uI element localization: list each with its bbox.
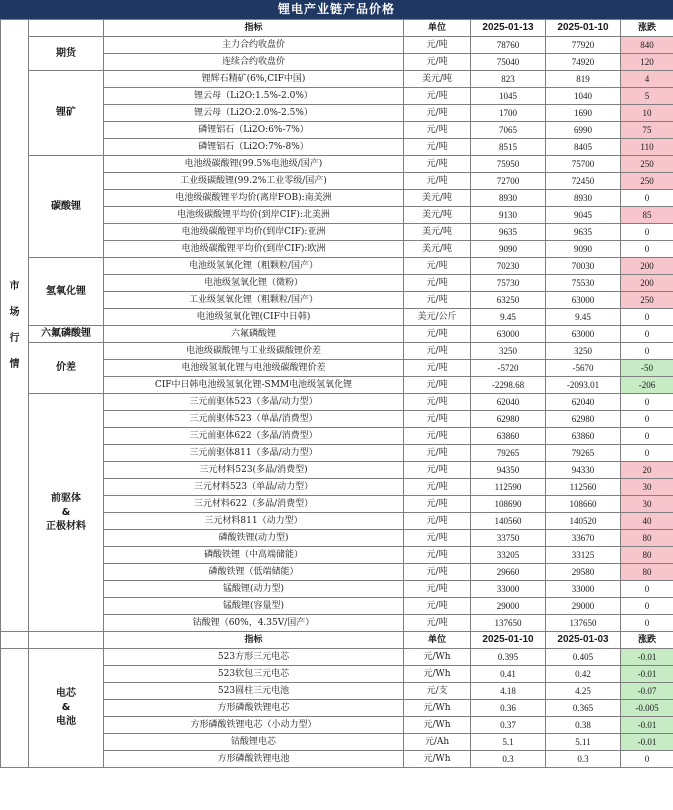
value-date2: 79265 [546,445,621,462]
item-name: 磷锂铝石（Li2O:6%-7%） [104,122,404,139]
value-date2: 8930 [546,190,621,207]
item-name: 锂辉石精矿(6%,CIF中国) [104,71,404,88]
change-cell: 0 [621,309,673,326]
item-name: 523圆柱三元电池 [104,683,404,700]
item-name: 锂云母（Li2O:2.0%-2.5%） [104,105,404,122]
change-cell: 4 [621,71,673,88]
value-date2: 63860 [546,428,621,445]
table-row [1,394,673,411]
value-date2: 9.45 [546,309,621,326]
value-date1: 29660 [471,564,546,581]
item-name: 主力合约收盘价 [104,37,404,54]
value-date1: 9.45 [471,309,546,326]
value-date2: -2093.01 [546,377,621,394]
value-date1: 1700 [471,105,546,122]
value-date1: 4.18 [471,683,546,700]
unit-cell: 元/吨 [404,139,471,156]
value-date1: 3250 [471,343,546,360]
value-date2: 75530 [546,275,621,292]
header-unit: 单位 [404,632,471,649]
change-cell: 840 [621,37,673,54]
value-date1: 70230 [471,258,546,275]
segment-label: 价差 [29,343,104,394]
unit-cell: 元/吨 [404,156,471,173]
unit-cell: 元/支 [404,683,471,700]
value-date2: 75700 [546,156,621,173]
item-name: 钴酸锂电芯 [104,734,404,751]
change-cell: 80 [621,547,673,564]
value-date2: 94330 [546,462,621,479]
unit-cell: 元/吨 [404,564,471,581]
segment-label: 期货 [29,37,104,71]
change-cell: 0 [621,326,673,343]
change-cell: 5 [621,88,673,105]
unit-cell: 元/吨 [404,360,471,377]
value-date1: 112590 [471,479,546,496]
value-date1: 8930 [471,190,546,207]
header-row [1,20,673,37]
value-date2: 112560 [546,479,621,496]
unit-cell: 美元/吨 [404,71,471,88]
unit-cell: 元/吨 [404,615,471,632]
item-name: 电池级碳酸锂(99.5%电池级/国产) [104,156,404,173]
unit-cell: 元/吨 [404,479,471,496]
unit-cell: 元/吨 [404,581,471,598]
value-date2: 819 [546,71,621,88]
change-cell: -50 [621,360,673,377]
change-cell: 85 [621,207,673,224]
header-blank [29,20,104,37]
value-date2: 108660 [546,496,621,513]
value-date1: 29000 [471,598,546,615]
value-date1: 823 [471,71,546,88]
change-cell: -0.01 [621,717,673,734]
change-cell: 0 [621,411,673,428]
change-cell: -0.01 [621,666,673,683]
value-date1: 0.41 [471,666,546,683]
item-name: 电池级碳酸锂平均价(到岸CIF):亚洲 [104,224,404,241]
item-name: 三元材料523(多晶/消费型) [104,462,404,479]
value-date2: 63000 [546,326,621,343]
item-name: 电池级氢氧化锂（微粉） [104,275,404,292]
item-name: 三元材料622（多晶/消费型） [104,496,404,513]
value-date1: 1045 [471,88,546,105]
item-name: 电池级碳酸锂平均价(到岸CIF):欧洲 [104,241,404,258]
change-cell: 250 [621,173,673,190]
change-cell: 0 [621,581,673,598]
change-cell: 250 [621,156,673,173]
segment-label: 六氟磷酸锂 [29,326,104,343]
value-date2: 0.405 [546,649,621,666]
value-date2: 63000 [546,292,621,309]
value-date1: 63000 [471,326,546,343]
item-name: 连续合约收盘价 [104,54,404,71]
value-date1: 8515 [471,139,546,156]
table-row [1,343,673,360]
change-cell: -0.01 [621,734,673,751]
table-row [1,37,673,54]
value-date2: 3250 [546,343,621,360]
value-date2: 6990 [546,122,621,139]
change-cell: -0.01 [621,649,673,666]
value-date2: 4.25 [546,683,621,700]
unit-cell: 美元/吨 [404,224,471,241]
value-date1: 63250 [471,292,546,309]
unit-cell: 元/Wh [404,717,471,734]
value-date2: 0.3 [546,751,621,768]
price-table [0,19,673,768]
change-cell: 0 [621,751,673,768]
change-cell: 0 [621,190,673,207]
value-date1: 33000 [471,581,546,598]
item-name: 三元前驱体622（多晶/消费型） [104,428,404,445]
unit-cell: 元/吨 [404,462,471,479]
value-date2: 5.11 [546,734,621,751]
header-blank [29,632,104,649]
header-indicator: 指标 [104,632,404,649]
value-date1: 140560 [471,513,546,530]
header-blank [1,632,29,649]
unit-cell: 元/吨 [404,88,471,105]
value-date1: 137650 [471,615,546,632]
header-change: 涨跌 [621,632,673,649]
value-date1: 0.395 [471,649,546,666]
value-date2: 72450 [546,173,621,190]
unit-cell: 美元/吨 [404,207,471,224]
unit-cell: 元/吨 [404,496,471,513]
value-date1: 0.36 [471,700,546,717]
change-cell: 200 [621,258,673,275]
side-blank [1,649,29,768]
unit-cell: 元/吨 [404,598,471,615]
change-cell: -206 [621,377,673,394]
unit-cell: 元/吨 [404,54,471,71]
header-unit: 单位 [404,20,471,37]
value-date2: 74920 [546,54,621,71]
value-date1: 75040 [471,54,546,71]
value-date2: 29000 [546,598,621,615]
item-name: 磷酸铁锂（低端储能） [104,564,404,581]
value-date1: 5.1 [471,734,546,751]
value-date2: 8405 [546,139,621,156]
item-name: 工业级碳酸锂(99.2%工业零级/国产) [104,173,404,190]
table-row [1,258,673,275]
value-date1: 78760 [471,37,546,54]
side-label: 市 场 行 情 [1,20,29,632]
change-cell: 80 [621,564,673,581]
value-date2: 62980 [546,411,621,428]
change-cell: 80 [621,530,673,547]
change-cell: 250 [621,292,673,309]
value-date2: 33125 [546,547,621,564]
value-date1: 94350 [471,462,546,479]
change-cell: 30 [621,479,673,496]
value-date1: 9090 [471,241,546,258]
item-name: 磷酸铁锂(动力型) [104,530,404,547]
unit-cell: 美元/吨 [404,190,471,207]
unit-cell: 元/吨 [404,275,471,292]
item-name: 电池级碳酸锂与工业级碳酸锂价差 [104,343,404,360]
value-date2: 9045 [546,207,621,224]
unit-cell: 元/吨 [404,428,471,445]
value-date2: 9090 [546,241,621,258]
change-cell: -0.005 [621,700,673,717]
change-cell: 120 [621,54,673,71]
item-name: 电池级氢氧化锂与电池级碳酸锂价差 [104,360,404,377]
item-name: 电池级氢氧化锂(CIF中日韩) [104,309,404,326]
unit-cell: 元/Wh [404,666,471,683]
change-cell: 110 [621,139,673,156]
unit-cell: 元/Wh [404,751,471,768]
unit-cell: 元/Ah [404,734,471,751]
change-cell: 0 [621,615,673,632]
value-date1: 62980 [471,411,546,428]
header-row [1,632,673,649]
value-date1: 0.3 [471,751,546,768]
change-cell: 75 [621,122,673,139]
item-name: 锂云母（Li2O:1.5%-2.0%） [104,88,404,105]
header-date2: 2025-01-10 [546,20,621,37]
value-date2: 0.42 [546,666,621,683]
value-date1: 72700 [471,173,546,190]
unit-cell: 元/吨 [404,122,471,139]
change-cell: 20 [621,462,673,479]
item-name: 方形磷酸铁锂电芯（小动力型） [104,717,404,734]
unit-cell: 元/吨 [404,547,471,564]
header-date1: 2025-01-13 [471,20,546,37]
item-name: 523方形三元电芯 [104,649,404,666]
unit-cell: 元/吨 [404,343,471,360]
item-name: 三元材料523（单晶/动力型） [104,479,404,496]
value-date2: 33000 [546,581,621,598]
item-name: 六氟磷酸锂 [104,326,404,343]
header-date1: 2025-01-10 [471,632,546,649]
item-name: CIF中日韩电池级氢氧化锂-SMM电池级氢氧化锂 [104,377,404,394]
header-indicator: 指标 [104,20,404,37]
header-change: 涨跌 [621,20,673,37]
item-name: 523软包三元电芯 [104,666,404,683]
unit-cell: 元/Wh [404,700,471,717]
value-date1: 33205 [471,547,546,564]
value-date2: 0.38 [546,717,621,734]
value-date2: 9635 [546,224,621,241]
unit-cell: 元/Wh [404,649,471,666]
change-cell: 0 [621,224,673,241]
value-date1: 63860 [471,428,546,445]
value-date1: 0.37 [471,717,546,734]
item-name: 三元前驱体523（单晶/消费型） [104,411,404,428]
item-name: 工业级氢氧化锂（粗颗粒/国产） [104,292,404,309]
unit-cell: 元/吨 [404,394,471,411]
value-date2: 1040 [546,88,621,105]
unit-cell: 元/吨 [404,326,471,343]
unit-cell: 元/吨 [404,37,471,54]
change-cell: -0.07 [621,683,673,700]
unit-cell: 元/吨 [404,377,471,394]
value-date2: -5670 [546,360,621,377]
item-name: 电池级氢氧化锂（粗颗粒/国产） [104,258,404,275]
value-date2: 0.365 [546,700,621,717]
value-date1: 33750 [471,530,546,547]
value-date2: 137650 [546,615,621,632]
change-cell: 0 [621,241,673,258]
change-cell: 0 [621,394,673,411]
item-name: 电池级碳酸锂平均价(到岸CIF):北美洲 [104,207,404,224]
table-row [1,156,673,173]
value-date2: 33670 [546,530,621,547]
item-name: 磷酸铁锂（中高端储能） [104,547,404,564]
unit-cell: 元/吨 [404,105,471,122]
unit-cell: 元/吨 [404,530,471,547]
unit-cell: 元/吨 [404,258,471,275]
segment-label: 前驱体 & 正极材料 [29,394,104,632]
value-date2: 140520 [546,513,621,530]
change-cell: 200 [621,275,673,292]
item-name: 锰酸锂(动力型) [104,581,404,598]
value-date1: 7065 [471,122,546,139]
change-cell: 0 [621,598,673,615]
item-name: 三元材料811（动力型） [104,513,404,530]
value-date1: 62040 [471,394,546,411]
segment-label: 锂矿 [29,71,104,156]
value-date1: 75730 [471,275,546,292]
unit-cell: 美元/吨 [404,241,471,258]
change-cell: 40 [621,513,673,530]
item-name: 钴酸锂（60%，4.35V/国产） [104,615,404,632]
value-date1: 75950 [471,156,546,173]
unit-cell: 元/吨 [404,513,471,530]
value-date1: 108690 [471,496,546,513]
change-cell: 0 [621,428,673,445]
unit-cell: 元/吨 [404,292,471,309]
value-date1: 79265 [471,445,546,462]
change-cell: 0 [621,343,673,360]
value-date1: -2298.68 [471,377,546,394]
item-name: 方形磷酸铁锂电芯 [104,700,404,717]
header-date2: 2025-01-03 [546,632,621,649]
item-name: 电池级碳酸锂平均价(离岸FOB):南美洲 [104,190,404,207]
item-name: 锰酸锂(容量型) [104,598,404,615]
value-date1: 9130 [471,207,546,224]
table-title: 锂电产业链产品价格 [0,0,673,19]
item-name: 磷锂铝石（Li2O:7%-8%） [104,139,404,156]
table-row [1,71,673,88]
unit-cell: 元/吨 [404,445,471,462]
segment-label: 电芯 & 电池 [29,649,104,768]
value-date2: 77920 [546,37,621,54]
value-date1: 9635 [471,224,546,241]
change-cell: 10 [621,105,673,122]
unit-cell: 美元/公斤 [404,309,471,326]
value-date2: 1690 [546,105,621,122]
value-date2: 62040 [546,394,621,411]
change-cell: 30 [621,496,673,513]
table-row [1,649,673,666]
segment-label: 碳酸锂 [29,156,104,258]
item-name: 三元前驱体523（多晶/动力型） [104,394,404,411]
unit-cell: 元/吨 [404,411,471,428]
table-row [1,326,673,343]
item-name: 三元前驱体811（多晶/动力型） [104,445,404,462]
unit-cell: 元/吨 [404,173,471,190]
item-name: 方形磷酸铁锂电池 [104,751,404,768]
value-date2: 29580 [546,564,621,581]
change-cell: 0 [621,445,673,462]
value-date2: 70030 [546,258,621,275]
value-date1: -5720 [471,360,546,377]
segment-label: 氢氧化锂 [29,258,104,326]
